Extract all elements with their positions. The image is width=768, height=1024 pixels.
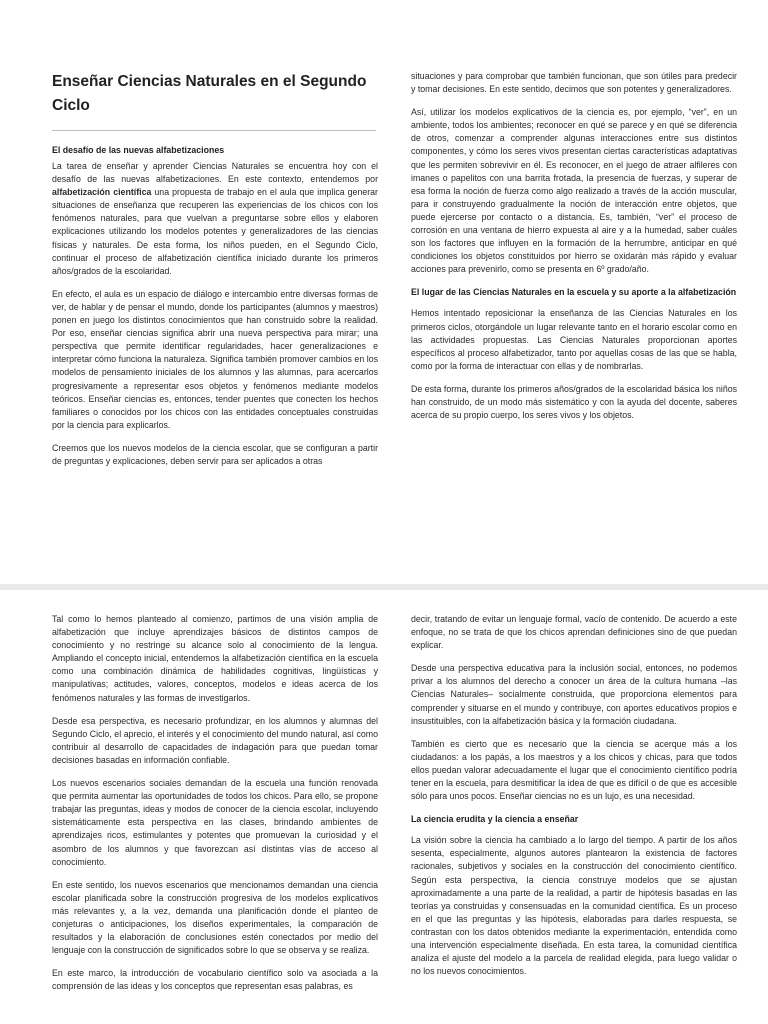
paragraph: En este sentido, los nuevos escenarios que mencionamos demandan una ciencia escolar planificada sobre la construcción progresiva de los modelos explicativos más relevantes y, a la vez, demanda una planificación donde el planteo de conjeturas o anticipaciones, los diseños experimentales, la comparación de resultados y la elaboración de conclusiones estén conectados por medio del lenguaje con la construcción de significados sobre lo que se observa y se realiza. (52, 879, 378, 956)
paragraph: Hemos intentado reposicionar la enseñanza de las Ciencias Naturales en los primeros ciclos, otorgándole un lugar relevante tanto en el horario escolar como en las actividades propuestas. Las Ciencias Naturales proporcionan aportes específicos al proceso alfabetizador, tanto por aquellas cosas de las que se habla, como por la forma de interactuar con ellas y de nombrarlas. (411, 308, 737, 371)
paragraph: También es cierto que es necesario que la ciencia se acerque más a los ciudadanos: a los papás, a los maestros y a los chicos y chicas, para que todos ellos puedan valorar adecuadamente el lugar que el conocimiento científico podría tener en la escuela, para desmitificar la idea de que es difícil o de que es accesible sólo para unos pocos. Enseñar ciencias no es un lujo, es una necesidad. (411, 738, 737, 802)
paragraph: decir, tratando de evitar un lenguaje formal, vacío de contenido. De acuerdo a este enfoque, no se trata de que los chicos aprendan definiciones sino de que puedan explicar. (411, 614, 737, 651)
section-heading: El lugar de las Ciencias Naturales en la escuela y su aporte a la alfabetización (411, 287, 737, 298)
page1-left-column (52, 144, 378, 478)
bold-term: alfabetización científica (52, 187, 152, 198)
paragraph: De esta forma, durante los primeros años/grados de la escolaridad básica los niños han construido, de un modo más sistemático y con la ayuda del docente, saberes acerca de su propio cuerpo, los seres vivos y los objetos. (411, 383, 737, 421)
paragraph: Creemos que los nuevos modelos de la ciencia escolar, que se configuran a partir de preguntas y explicaciones, deben servir para ser aplicados a otras (52, 442, 378, 466)
paragraph: Los nuevos escenarios sociales demandan de la escuela una función renovada que permita aumentar las oportunidades de todos los chicos. Para ello, se propone trabajar las preguntas, ideas y modos de conocer de la ciencia escolar, incluyendo sistemáticamente esta perspectiva en las clases, brindando ambientes de aprendizajes ricos, estimulantes y potentes que promuevan la curiosidad y el asombro de los alumnos y que favorezcan así distintas vías de acceso al conocimiento. (52, 778, 378, 867)
page1-right-column (411, 70, 737, 432)
paragraph: En este marco, la introducción de vocabulario científico solo va asociada a la comprensión de las ideas y los conceptos que representan esas palabras, es (52, 968, 378, 992)
paragraph: La tarea de enseñar y aprender Ciencias Naturales se encuentra hoy con el desafío de las nuevas alfabetizaciones. En este contexto, entendemos por alfabetización científica una propuesta de trabajo en el aula que implica generar situaciones de enseñanza que recuperen las experiencias de los chicos con los fenómenos naturales, para que vuelvan a preguntarse sobre ellos y elaboren explicaciones utilizando los modelos potentes y generalizadores de las ciencias físicas y naturales. De esta forma, los niños pueden, en el Segundo Ciclo, continuar el proceso de alfabetización científica iniciado durante los primeros años/grados de la escolaridad. (52, 161, 378, 276)
paragraph: Desde esa perspectiva, es necesario profundizar, en los alumnos y alumnas del Segundo Ciclo, el aprecio, el interés y el conocimiento del mundo natural, así como contribuir al desarrollo de capacidades de indagación para que puedan tomar decisiones basadas en información confiable. (52, 715, 378, 765)
title-divider (52, 130, 376, 131)
page2-left-column (52, 613, 378, 1003)
paragraph: Desde una perspectiva educativa para la inclusión social, entonces, no podemos privar a los alumnos del derecho a conocer un área de la cultura humana –las Ciencias Naturales– socialmente construida, que proporciona elementos para comprender y situarse en el mundo y contribuye, con aportes educativos propios e insustituibles, con la alfabetización básica y la formación ciudadana. (411, 663, 737, 726)
document-page-2 (0, 590, 768, 1024)
section-heading: La ciencia erudita y la ciencia a enseñar (411, 814, 579, 825)
paragraph: En efecto, el aula es un espacio de diálogo e intercambio entre diversas formas de ver, de hablar y de pensar el mundo, donde los participantes (alumnos y maestros) ponen en juego los distintos conocimientos que han construido sobre la realidad. Por eso, enseñar ciencias significa abrir una nueva perspectiva para mirar; una perspectiva que permite identificar regularidades, hacer generalizaciones e interpretar cómo funciona la naturaleza. Significa también promover cambios en los modelos de pensamiento iniciales de los alumnos y las alumnas, para acercarlos progresivamente a representar esos objetos y fenómenos mediante modelos teóricos. Enseñar ciencias es, entonces, tender puentes que conecten los hechos familiares o conocidos por los chicos con las entidades conceptuales construidas por la ciencia para explicarlos. (52, 288, 378, 430)
section-heading: El desafío de las nuevas alfabetizaciones (52, 145, 225, 155)
document-title: Enseñar Ciencias Naturales en el Segundo Ciclo (52, 73, 367, 114)
paragraph: Tal como lo hemos planteado al comienzo, partimos de una visión amplia de alfabetización que incluye aprendizajes básicos de distintos campos de conocimiento y no restringe su alcance solo al conocimiento de la lengua. Ampliando el concepto inicial, entendemos la alfabetización científica en la escuela como una combinación dinámica de habilidades cognitivas, lingüísticas y manipulativas; actitudes, valores, conceptos, modelos e ideas acerca de los fenómenos naturales y las formas de investigarlos. (52, 614, 378, 703)
paragraph: Así, utilizar los modelos explicativos de la ciencia es, por ejemplo, “ver”, en un ambiente, todos los ambientes; reconocer en qué se parece y en qué se diferencia de otros, comenzar a comprender algunas interacciones entre sus distintos componentes, y cómo los seres vivos presentan ciertas características adaptativas que les permiten sobrevivir en él. Es reconocer, en el juego de atraer alfileres con imanes o papelitos con una barrita frotada, la presencia de fuerzas, y superar de esa forma la noción de fuerza como algo realizado a través de la acción muscular, para ir construyendo gradualmente la noción de interacción entre objetos, que puede ejercerse por contacto o a distancia. Es, también, “ver” el proceso de corrosión en una ventana de hierro expuesta al aire y a la humedad, saber cuáles son los factores que influyen en la formación de la herrumbre, anticipar en qué condiciones los objetos constituidos por hierro se oxidarán más rápido y evaluar acciones para prevenirlo, como se presenta en 6º grado/año. (411, 107, 737, 275)
paragraph: situaciones y para comprobar que también funcionan, que son útiles para predecir y tomar decisiones. En este sentido, decimos que son potentes y generalizadores. (411, 71, 737, 95)
page2-right-column (411, 613, 737, 988)
paragraph: La visión sobre la ciencia ha cambiado a lo largo del tiempo. A partir de los años sesenta, especialmente, algunos autores plantearon la existencia de factores racionales, subjetivos y sociales en la construcción del conocimiento científico. Según esta perspectiva, la ciencia construye modelos que se ajustan aproximadamente a una parte de la realidad, a partir de hipótesis basadas en las teorías ya construidas y consensuadas en la comunidad científica. Es un proceso en el que las preguntas y las hipótesis, elaboradas para darles respuesta, se contrastan con los datos obtenidos mediante la experimentación, entendida como una intervención especialmente diseñada. En esta tarea, la comunidad científica analiza el ajuste del modelo a la parcela de realidad elegida, para luego validar o no los nuevos conocimientos. (411, 835, 737, 977)
